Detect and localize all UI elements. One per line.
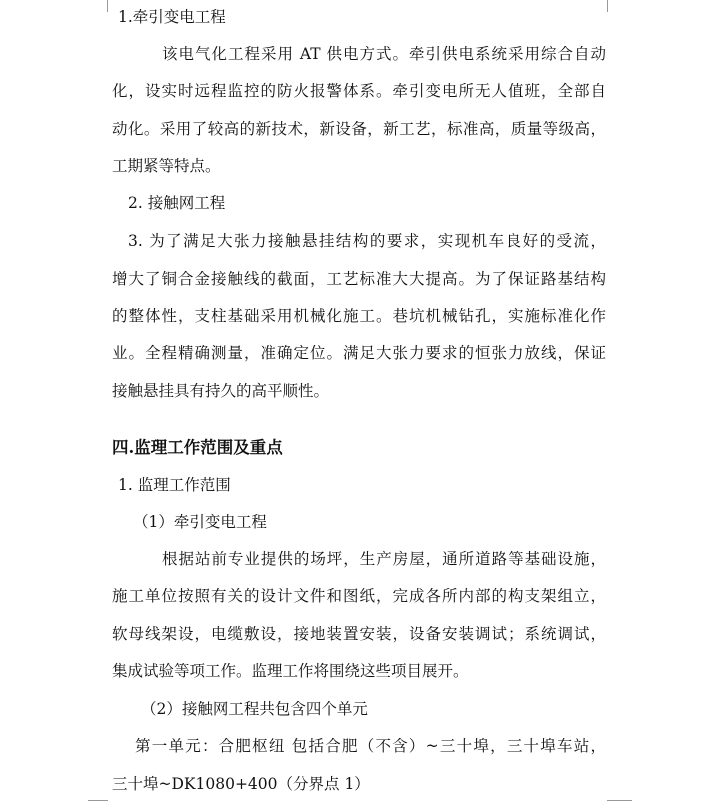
section3-line-4: 业。全程精确测量，准确定位。满足大张力要求的恒张力放线，保证: [112, 344, 606, 362]
chapter4-sub1-1-line-3: 软母线架设，电缆敷设，接地装置安装，设备安装调试；系统调试，: [112, 625, 606, 643]
top-right-crop-mark: [607, 0, 608, 12]
section3-line-1: 3. 为了满足大张力接触悬挂结构的要求，实现机车良好的受流，: [128, 232, 606, 250]
chapter4-heading: 四.监理工作范围及重点: [112, 438, 283, 457]
section3-line-3: 的整体性，支柱基础采用机械化施工。巷坑机械钻孔，实施标准化作: [112, 307, 606, 325]
top-left-crop-mark: [107, 0, 108, 12]
section3-line-2: 增大了铜合金接触线的截面，工艺标准大大提高。为了保证路基结构: [112, 270, 606, 288]
section3-line-5: 接触悬挂具有持久的高平顺性。: [112, 382, 330, 400]
chapter4-sub1-1-line-2: 施工单位按照有关的设计文件和图纸，完成各所内部的构支架组立，: [112, 587, 606, 605]
chapter4-sub1-heading: 1. 监理工作范围: [118, 476, 231, 494]
section1-line-4: 工期紧等特点。: [112, 157, 221, 175]
chapter4-sub1-2-heading: （2）接触网工程共包含四个单元: [141, 700, 368, 718]
section1-heading: 1.牵引变电工程: [118, 8, 226, 26]
bottom-right-crop-mark: [607, 800, 632, 801]
section2-heading: 2. 接触网工程: [128, 194, 226, 212]
section1-line-1: 该电气化工程采用 AT 供电方式。牵引供电系统采用综合自动: [162, 45, 606, 63]
chapter4-sub1-2-line-2: 三十埠~DK1080+400（分界点 1）: [112, 775, 370, 793]
bottom-left-crop-mark: [88, 800, 108, 801]
section1-line-3: 动化。采用了较高的新技术，新设备，新工艺，标准高，质量等级高，: [112, 120, 606, 138]
section1-line-2: 化，设实时远程监控的防火报警体系。牵引变电所无人值班，全部自: [112, 82, 606, 100]
chapter4-sub1-1-line-1: 根据站前专业提供的场坪，生产房屋，通所道路等基础设施，: [162, 550, 606, 568]
chapter4-sub1-1-line-4: 集成试验等项工作。监理工作将围绕这些项目展开。: [112, 662, 469, 680]
chapter4-sub1-1-heading: （1）牵引变电工程: [133, 513, 267, 531]
chapter4-sub1-2-line-1: 第一单元：合肥枢纽 包括合肥（不含）~三十埠，三十埠车站，: [135, 737, 606, 755]
